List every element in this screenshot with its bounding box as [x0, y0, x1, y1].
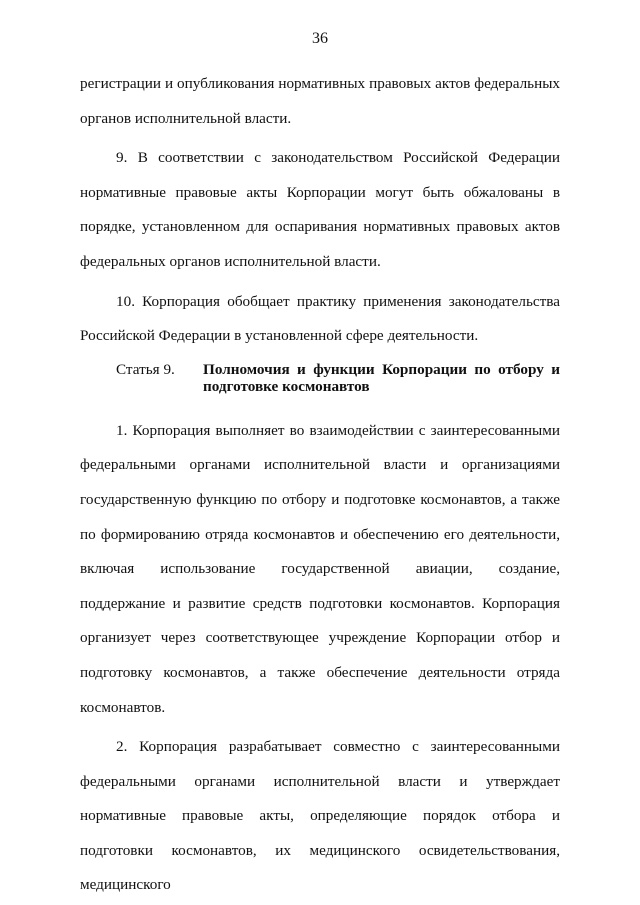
article-heading — [80, 361, 560, 395]
article-number: Статья 9. — [116, 360, 175, 378]
document-body — [80, 67, 560, 903]
paragraph-item-9: 9. В соответствии с законодательством Российской Федерации нормативные правовые акты Корпорации могут быть обжалованы в порядке, установленном для оспаривания нормативных правовых актов федеральных органов исполнительной власти. — [80, 149, 560, 270]
article-title: Полномочия и функции Корпорации по отбору и подготовке космонавтов — [203, 360, 560, 395]
paragraph-item-10: 10. Корпорация обобщает практику применения законодательства Российской Федерации в установленной сфере деятельности. — [80, 292, 560, 345]
paragraph-continuation: регистрации и опубликования нормативных правовых актов федеральных органов исполнительной власти. — [80, 75, 560, 127]
page-number: 36 — [312, 30, 328, 47]
paragraph-item-1: 1. Корпорация выполняет во взаимодействии с заинтересованными федеральными органами исполнительной власти и организациями государственную функцию по отбору и подготовке космонавтов, а также по формированию отряда космонавтов и обеспечению его деятельности, включая использование государственной авиации, создание, поддержание и развитие средств подготовки космонавтов. Корпорация организует через соответствующее учреждение Корпорации отбор и подготовку космонавтов, а также обеспечение деятельности отряда космонавтов. — [80, 421, 560, 716]
paragraph-item-2: 2. Корпорация разрабатывает совместно с заинтересованными федеральными органами исполнительной власти и утверждает нормативные правовые акты, определяющие порядок отбора и подготовки космонавтов, их медицинского освидетельствования, медицинского — [80, 738, 560, 894]
